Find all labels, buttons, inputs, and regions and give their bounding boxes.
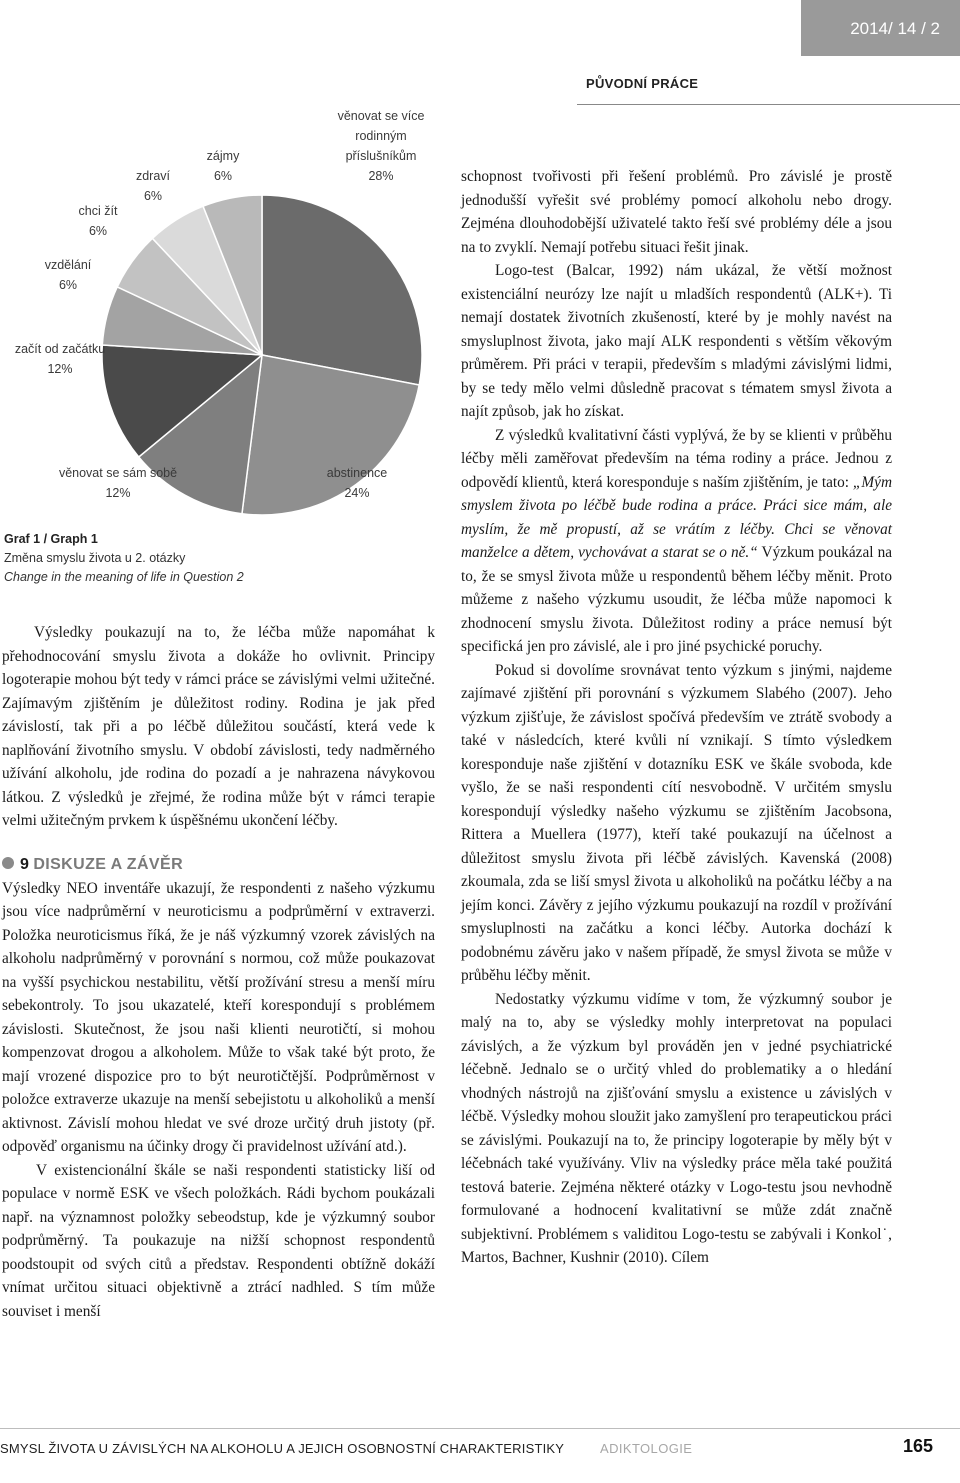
discussion-paragraph-2: V existencionální škále se naši respondenti statisticky liší od populace v normě ESK ve všech položkách. Rádi bychom poukázali např. na významnost položky sebeodstup, kde je výzkumný soubor podprůměrný. Ta poukazuje na nižší schopnost respondentů poodstoupit od svých citů a představ. Respondenti obtížně dokáží vnímat určitou situaci objektivně a ztrácí nadhled. S tím může souviset i menší [2,1161,435,1320]
issue-badge [801,0,960,56]
running-title: SMYSL ŽIVOTA U ZÁVISLÝCH NA ALKOHOLU A JEJICH OSOBNOSTNÍ CHARAKTERISTIKY [0,1441,565,1456]
pie-category-label-2: věnovat se sám sobě [58,466,178,480]
pie-slice-0 [262,195,422,385]
pie-category-label-3: začít od začátku [14,342,106,356]
footer-divider [0,1428,960,1429]
results-paragraph: Výsledky poukazují na to, že léčba může napomáhat k přehodnocování smyslu života a dokáže ho ovlivnit. Principy logoterapie mohou být tedy v rámci práce se závislými velmi užitečné. Zajímavým zjištěním je důležitost rodiny. Rodina je jak před závislostí, tak při a po léčbě důležitou součástí, která vede k naplňování životního smyslu. V období závislosti, tedy nadměrného užívání alkoholu, jde rodina do pozadí a je nahrazena návykovou látkou. Z výsledků je zřejmé, že rodina může být v rámci terapie velmi užitečným prvkem k úspěšnému ukončení léčby. [2,624,435,829]
issue-number: 2014/ 14 / 2 [850,19,940,38]
figure-label: Graf 1 / Graph 1 [4,532,98,546]
pie-category-label-0: věnovat se více [337,109,425,123]
section-heading [2,853,435,877]
discussion-paragraph-1: Výsledky NEO inventáře ukazují, že respondenti z našeho výzkumu jsou více nadprůměrní v neuroticismu a podprůměrní v extraverzi. Položka neuroticismus říká, že je náš výzkumný vzorek závislých na alkoholu nadprůměrný v porovnání s normou, což může poukazovat na vyšší psychickou nestabilitu, větší prožívání stresu a menší míru sebekontroly. To jsou ukazatelé, kteří korespondují s problémem závislosti. Skutečnost, že jsou naši klienti neurotičtí, si mohou kompenzovat drogou a alkoholem. Může to však také být proto, že mají vrozené dispozice pro to být neurotičtější. Podprůměrnost v položce extraverze ukazuje na menší sebejistotu u alkoholiků a menší aktivnost. Závislí mohou hledat ve své droze určitý druh jistoty (př. odpověď organismu na účinky drogy či pravidelnost užívání atd.). [2,879,435,1155]
pie-category-label-5: chci žít [78,204,118,218]
pie-chart [0,0,440,530]
continued-paragraph: schopnost tvořivosti při řešení problémů. Pro závislé je prostě jednodušší vyřešit své problémy pomocí alkoholu nebo drogy. Zejména dlouhodobější uživatelé takto řeší své problémy déle a jsou na to zvyklí. Nemají potřebu situaci řešit jinak. [461,168,892,256]
qualitative-text-b: Výzkum poukázal na to, že se smysl života může u respondentů během léčby měnit. Proto můžeme z našeho výzkumu usoudit, že léčba může napomoci k zhodnocení smyslu života. Důležitost rodiny a práce nemusí být specifická jen pro závislé, ale i pro jiné psychické poruchy. [461,544,893,655]
qualitative-paragraph [461,424,892,659]
pie-category-label-0: rodinným [355,129,407,143]
journal-name: ADIKTOLOGIE [600,1441,693,1456]
pie-value-label-7: 6% [213,169,233,183]
pie-value-label-2: 12% [105,486,131,500]
section-title: DISKUZE A ZÁVĚR [33,855,184,873]
client-quote: „Mým smyslem života po léčbě bude rodina a práce. Práci sice mám, ale myslím, že mě propustí, až se vrátím z léčby. Chci se věnovat manželce a dětem, vychovávat a starat se o ně.“ [461,473,892,561]
pie-category-label-1: abstinence [326,466,388,480]
figure-caption [4,530,244,587]
pie-value-label-3: 12% [47,362,73,376]
right-column [461,165,892,1270]
limitations-paragraph: Nedostatky výzkumu vidíme v tom, že výzkumný soubor je malý na to, aby se výsledky mohly interpretovat na populaci závislých, a že výzkum byl prováděn jen v jedné psychiatrické léčebně. Jednalo se o určitý vhled do problematiky a o hledání vhodných nástrojů na zjišťování smyslu a existence u závislých v léčbě. Výsledky mohou sloužit jako zamyšlení pro terapeutickou práci se závislými. Poukazují na to, že principy logoterapie by měly být v léčebnách také využívány. Vliv na výsledky práce měla také použitá testová baterie. Zejména některé otázky v Logo-testu jsou nevhodně formulované a hodnocení kvalitativní se může zdát značně subjektivní. Problémem s validitou Logo-testu se zabývali i Konkol˙, Martos, Bachner, Kushnir (2010). Cílem [461,990,892,1266]
bullet-dot-icon [2,857,14,869]
pie-value-label-6: 6% [143,189,163,203]
pie-value-label-0: 28% [368,169,394,183]
qualitative-text-a: Z výsledků kvalitativní části vyplývá, že by se klienti v průběhu léčby měli zaměřovat především na téma rodiny a práce. Jednou z odpovědí klientů, která koresponduje s naším zjištěním, je tato: [461,426,892,491]
pie-category-label-7: zájmy [206,149,240,163]
pie-category-label-4: vzdělání [44,258,92,272]
pie-category-label-6: zdraví [135,169,171,183]
figure-title: Změna smyslu života u 2. otázky [4,551,186,565]
page-number: 165 [903,1436,934,1456]
section-label: PŮVODNÍ PRÁCE [586,76,699,91]
section-number: 9 [20,855,30,873]
pie-value-label-4: 6% [58,278,78,292]
pie-value-label-5: 6% [88,224,108,238]
pie-category-label-0: příslušníkům [345,149,417,163]
figure-title-en: Change in the meaning of life in Question 2 [4,570,244,584]
logotest-paragraph: Logo-test (Balcar, 1992) nám ukázal, že větší možnost existenciální neurózy lze najít u mladších respondentů (ALK+). Ti nemají dostatek životních zkušeností, které by je mohly navést na smysluplnost života, jako mají ALK respondenti s větším věkovým průměrem. Při práci v terapii, především s mladými závislými lidmi, by se tedy mělo velmi důsledně pracovat s tématem smysl života a najít způsob, jak ho získat. [461,262,892,420]
pie-value-label-1: 24% [344,486,370,500]
left-column [2,621,435,1323]
header-divider [577,104,960,105]
comparison-paragraph: Pokud si dovolíme srovnávat tento výzkum s jinými, najdeme zajímavé zjištění při porovnání s výzkumem Slabého (2007). Jeho výzkum zjišťuje, že závislost spočívá především ve ztrátě svobody a také v následcích, které kvůli ní vznikají. S tímto výsledkem koresponduje naše zjištění v dotazníku ESK ve škále svoboda, kde vyšlo, že se naši respondenti cítí nesvobodně. V určitém smyslu korespondují výsledky našeho výzkumu se zjištěním Jacobsona, Rittera a Muellera (1977), kteří také poukazují na účelnost a důležitost smyslu života při léčbě závislých. Kavenská (2008) zkoumala, zda se liší smysl života u alkoholiků na počátku léčby a na jejím konci. Závěry z jejího výzkumu poukazují na rozdíl v prožívání smysluplnosti na začátku a konci léčby. Autorka dochází k podobnému závěru jako v našem případě, že smysl života se může v průběhu léčby měnit. [461,661,892,984]
